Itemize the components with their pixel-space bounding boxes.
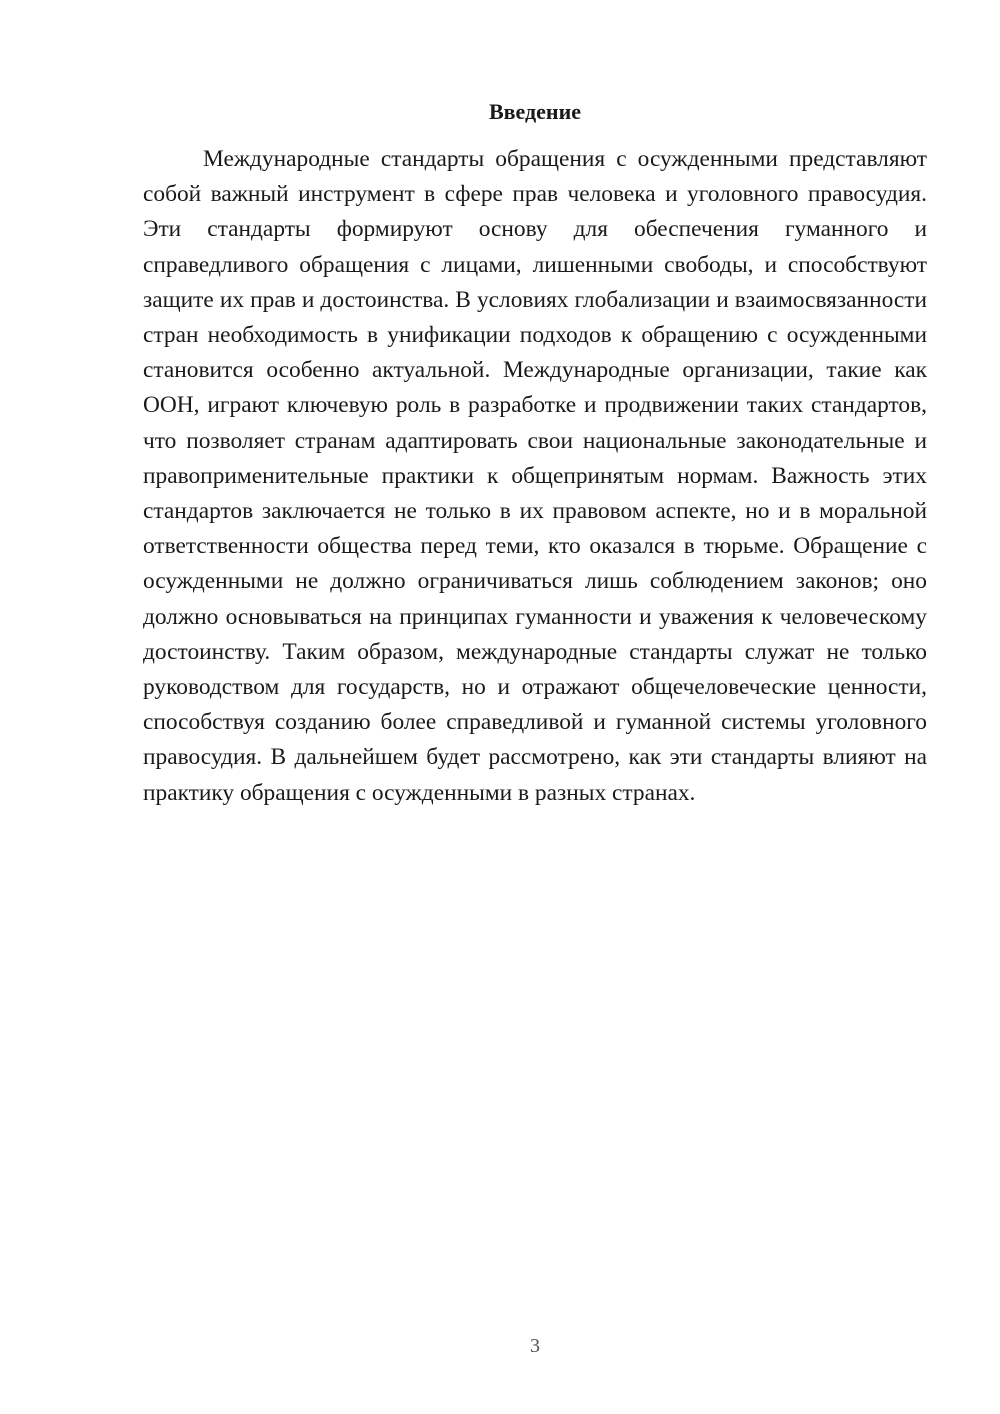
body-paragraph: Международные стандарты обращения с осужденными представляют собой важный инструмент в сфере прав человека и уголовного правосудия. Эти стандарты формируют основу для обеспечения гуманного и справедливого обращения с лицами, лишенными свободы, и способствуют защите их прав и достоинства. В условиях глобализации и взаимосвязанности стран необходимость в унификации подходов к обращению с осужденными становится особенно актуальной. Международные организации, такие как ООН, играют ключевую роль в разработке и продвижении таких стандартов, что позволяет странам адаптировать свои национальные законодательные и правоприменительные практики к общепринятым нормам. Важность этих стандартов заключается не только в их правовом аспекте, но и в моральной ответственности общества перед теми, кто оказался в тюрьме. Обращение с осужденными не должно ограничиваться лишь соблюдением законов; оно должно основываться на принципах гуманности и уважения к человеческому достоинству. Таким образом, международные стандарты служат не только руководством для государств, но и отражают общечеловеческие ценности, способствуя созданию более справедливой и гуманной системы уголовного правосудия. В дальнейшем будет рассмотрено, как эти стандарты влияют на практику обращения с осужденными в разных странах. <box>143 146 927 806</box>
page-number: 3 <box>530 1335 540 1357</box>
section-heading: Введение <box>488 99 582 124</box>
